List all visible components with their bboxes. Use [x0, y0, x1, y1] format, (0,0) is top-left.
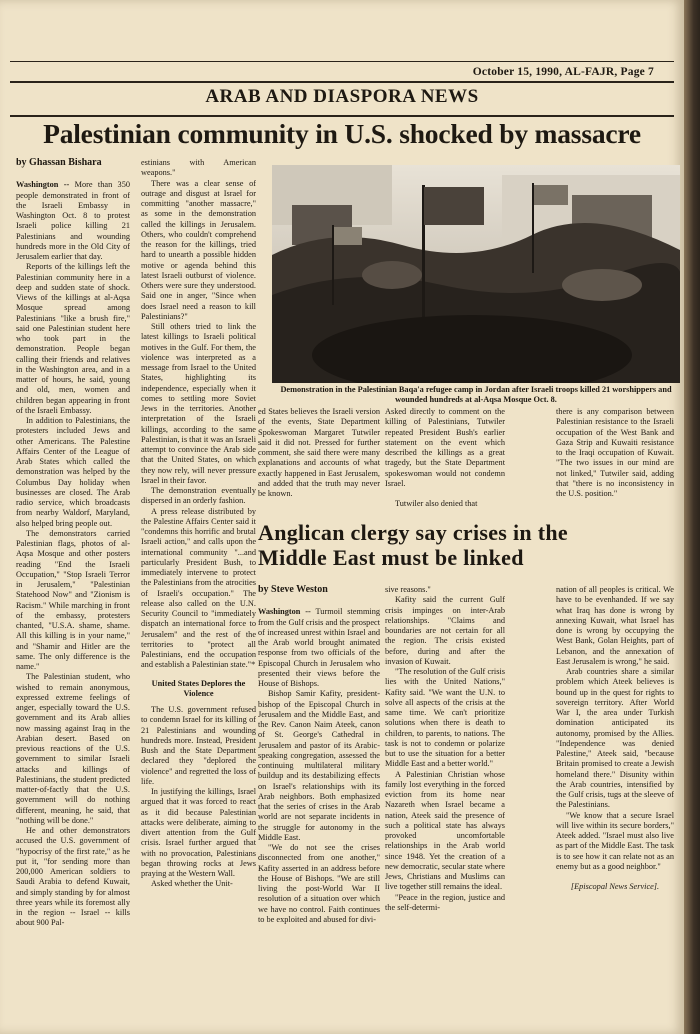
paragraph: Washington -- More than 350 people demonstrated in front of the Israeli Embassy in Washington Oct. 8 to protest Israeli police killing 21 Palestinians and wounding hundreds more in the Old City of Jerusalem earlier that day. [16, 180, 130, 261]
article2-headline: Anglican clergy say crises in the Middle East must be linked [258, 520, 568, 570]
paragraph: "We do not see the crises disconnected from one another," Kafity asserted in an address before the House of Bishops. "We are still living the post-World War II resolution of a situation over which we have no control. Faith continues to be exploited and abused for divi- [258, 843, 380, 924]
paragraph: estinians with American weapons." [141, 158, 256, 178]
top-rule [10, 61, 674, 62]
paragraph: Asked directly to comment on the killing of Palestinians, Tutwiler repeated President Bush's earlier statement on the event which described the killings as a great tragedy, but the State Department spokeswoman would not condemn Israel. [385, 407, 505, 488]
paragraph: "Peace in the region, justice and the self-determi- [385, 892, 505, 912]
article1-column-5 [556, 407, 674, 507]
paragraph: Still others tried to link the latest killings to Israeli political motives in the Gulf. For them, the violence was interpreted as a message from Israel to the United States, highlighting its independence, especially when it comes to settling more Soviet Jews in the territories. Another interpretation of the Israeli killings, according to the same Palestinian, is that it was an Israeli attempt to convince the Arab side that the United States, on which they now rely, will never pressure Israel in their favor. [141, 322, 256, 485]
paragraph: Tutwiler also denied that [395, 499, 478, 507]
paragraph: there is any comparison between Palestinian resistance to the Israeli occupation of the West Bank and Gaza Strip and Kuwaiti resistance to the Iraqi occupation of Kuwait. "The two issues in our mind are not linked," Tutwiler said, adding that "there is no inconsistency in the U.S. position." [556, 407, 674, 498]
paragraph: A Palestinian Christian whose family lost everything in the forced eviction from its home near Nazareth when Israel became a nation, Ateek said the presence of such a political state has always provoked uncomfortable relationships in the Arab world since 1948. Yet the creation of a new democratic, secular state where Jews, Christians and Muslims can live together still remains the ideal. [385, 769, 505, 892]
paragraph: He and other demonstrators accused the U.S. government of "hypocrisy of the first rate," as he put it, "for sending more than 200,000 American soldiers to Saudi Arabia to defend Kuwait, and simply standing by for almost three years while its foremost ally in the region -- Israel -- kills about 900 Pal- [16, 826, 130, 928]
paragraph: The demonstrators carried Palestinian flags, photos of al-Aqsa Mosque and other posters reading "End the Israeli Occupation," "Stop Israeli Terror in Jerusalem," "Palestinian Statehood Now" and "Zionism is Racism." While marching in front of the embassy, protesters chanted, "U.S.A. shame, shame. All this killing is in your name," and "Shamir and Hitler are the same. The only difference is the name." [16, 528, 130, 671]
article1-column-3 [258, 407, 380, 507]
article1-column-4 [385, 407, 505, 507]
paragraph: The Palestinian student, who wished to remain anonymous, expressed extreme feelings of anger, especially toward the U.S. government and its Arab allies now massing against Iraq in the Arabian desert. Based on previous reactions of the U.S. government to similar Israeli attacks and killings of Palestinians, the student predicted matter-of-factly that the U.S. government will do nothing different, meaning, he said, that "nothing will be done." [16, 672, 130, 825]
paragraph: "The resolution of the Gulf crisis lies with the United Nations," Kafity said. "We want the U.N. to solve all aspects of the crisis at the same time. We can't prioritize solutions when there is death to children, to parents, to nations. The task is not to condemn or polarize but to use the situation for a better Middle East and a better world." [385, 667, 505, 769]
paragraph: ed States believes the Israeli version of the events, State Department Spokeswoman Margaret Tutwiler said it did not. Pressed for further comment, she said there were many explanations and accounts of what exactly happened in East Jerusalem, and added that the truth may never be known. [258, 407, 380, 498]
article2-column-2 [385, 585, 505, 1028]
paragraph: nation of all peoples is critical. We have to be evenhanded. If we say what Iraq has done is wrong by annexing Kuwait, what Israel has done is wrong by occupying the West Bank, Golan Heights, part of Lebanon, and the annexation of East Jerusalem is wrong," he said. [556, 585, 674, 666]
page-folio: October 15, 1990, AL-FAJR, Page 7 [472, 66, 654, 78]
paragraph: There was a clear sense of outrage and disgust at Israel for committing "another massacre," as some in the demonstration called the killings in Jerusalem. Others, who couldn't comprehend the reason for the killings, tried hard to unearth a possible hidden motive or agenda behind this latest Israeli outburst of violence. Others were sure they understood. Said one in anger, "Since when does Israel need a reason to kill Palestinians?" [141, 178, 256, 321]
article2-byline: by Steve Weston [258, 585, 328, 595]
dateline: Washington -- [258, 607, 311, 617]
binding-spine [684, 0, 700, 1034]
article1-column-2 [141, 158, 256, 1028]
paragraph: In addition to Palestinians, the protesters included Jews and other Americans. The Palestine Affairs Center of the League of Arab States which called the demonstration was helped by the Columbus Day holiday when businesses are closed. The Arab radio service, which broadcasts from nearby Waldorf, Maryland, also helped bring people out. [16, 416, 130, 528]
paragraph: Washington -- Turmoil stemming from the Gulf crisis and the prospect of increased unrest within Israel and the Arab world brought animated response from two officials of the Episcopal Church in Jerusalem who presented their views before the House of Bishops. [258, 607, 380, 688]
article1-headline: Palestinian community in U.S. shocked by massacre [43, 118, 641, 149]
paragraph: The demonstration eventually dispersed in an orderly fashion. [141, 486, 256, 506]
paragraph: Asked whether the Unit- [151, 879, 233, 889]
article1-byline: by Ghassan Bishara [16, 158, 102, 168]
paragraph: Arab countries share a similar problem which Ateek believes is bound up in the quest for rights to sovereign territory. After World War I, the area under Turkish domination anticipated its autonomy, promised by the Allies. "Independence was denied Palestine," Ateek said, "because Britain promised to create a Jewish homeland there." Disunity within the Arab countries, intensified by the Gulf crisis, tugs at the sleeve of the Palestinians. [556, 667, 674, 810]
paragraph: "We know that a secure Israel will live within its secure borders," Ateek added. "Israel must also live as part of the Middle East. The task is to see how it can relate not as an enemy but as a good neighbor." [556, 810, 674, 871]
article2-column-1 [258, 585, 380, 1028]
paragraph: sive reasons." [385, 585, 431, 594]
paragraph: The U.S. government refused to condemn Israel for its killing of 21 Palestinians and wounding hundreds more. Instead, President Bush and the State Department declared they "deplored the violence" and regretted the loss of life. [141, 705, 256, 786]
article1-column-1 [16, 158, 130, 1028]
photo-caption: Demonstration in the Palestinian Baqa'a refugee camp in Jordan after Israeli troops killed 21 worshippers and wounded hundreds at al-Aqsa Mosque Oct. 8. [280, 385, 672, 404]
article2-credit: [Episcopal News Service]. [570, 882, 660, 891]
header-rule [10, 81, 674, 83]
dateline: Washington -- [16, 180, 70, 190]
subheading: United States Deplores the Violence [151, 678, 246, 698]
demonstration-photo [272, 165, 680, 383]
paragraph: Reports of the killings left the Palestinian community here in a deep and sudden state of shock. Views of the killings at al-Aqsa Mosque spread among Palestinians "like a brush fire," said one Palestinian student here who took part in the demonstration. People began calling their friends and relatives in the Washington area, and in a matter of hours, he said, young and old, men, women and children began appearing in front of the Israeli Embassy. [16, 262, 130, 415]
paragraph: Kafity said the current Gulf crisis impinges on inter-Arab relationships. "Claims and boundaries are not certain for all the region. The crisis existed before, during and after the invasion of Kuwait. [385, 595, 505, 666]
article2-column-3 [556, 585, 674, 1028]
paragraph: Bishop Samir Kafity, president-bishop of the Episcopal Church in Jerusalem and the Middle East, and the Rev. Canon Naim Ateek, canon of St. George's Cathedral in Jerusalem and pastor of its Arabic-speaking congregation, assessed the continuing multilateral military buildup and its destabilizing effects on Israel's relationships with its Arab neighbors. Both emphasized that the series of crises in the Arab world are not separate incidents in the struggle for autonomy in the Middle East. [258, 689, 380, 842]
paragraph: A press release distributed by the Palestine Affairs Center said it "condemns this horrific and brutal Israeli action," and calls upon the international community "...and particularly President Bush, to immediately intervene to protect the Palestinians from the atrocities of Israeli's occupation." The release also called on the U.N. Security Council to "immediately dispatch an international force to Jerusalem" and the rest of the territories to "protect all Palestinians, end the occupation and establish a Palestinian state."* [141, 506, 256, 670]
paragraph: In justifying the killings, Israel argued that it was forced to react as it did because Palestinian attacks were deliberate, aiming to divert attention from the Gulf crisis. Israel further argued that with no provocation, Palestinians began throwing rocks at Jews praying at the Western Wall. [141, 787, 256, 878]
photo-illustration [272, 165, 680, 383]
section-title: ARAB AND DIASPORA NEWS [205, 86, 479, 107]
section-rule [10, 115, 674, 117]
